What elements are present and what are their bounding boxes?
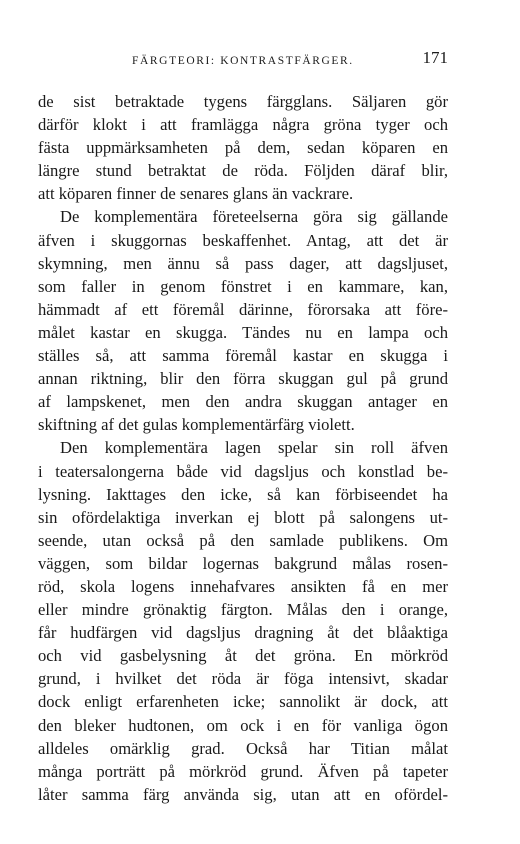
text-line: sin ofördelaktiga inverkan ej blott på salongens ut- — [38, 507, 448, 527]
text-line: och vid gasbelysning åt det gröna. En mörkröd — [38, 646, 448, 666]
text-line: äfven i skuggornas beskaffenhet. Antag, att det är — [38, 230, 448, 250]
body-text — [38, 90, 448, 806]
text-line: hämmadt af ett föremål därinne, förorsaka att före- — [38, 299, 448, 319]
text-line: som faller in genom fönstret i en kammare, kan, — [38, 276, 448, 296]
text-line: seende, utan också på den samlade publikens. Om — [38, 530, 448, 550]
text-line: alldeles omärklig grad. Också har Titian målat — [38, 738, 448, 758]
text-line: dock enligt erfarenheten icke; sannolikt är dock, att — [38, 692, 448, 712]
text-line: den bleker hudtonen, om ock i en för vanliga ögon — [38, 715, 448, 735]
running-title: FÄRGTEORI: KONTRASTFÄRGER. — [132, 55, 354, 67]
text-line: De komplementära företeelserna göra sig gällande — [60, 207, 448, 227]
text-line: många porträtt på mörkröd grund. Äfven på tapeter — [38, 761, 448, 781]
text-line: ställes så, att samma föremål kastar en skugga i — [38, 346, 448, 366]
text-line: grund, i hvilket det röda är föga intensivt, skadar — [38, 669, 448, 689]
text-line: Den komplementära lagen spelar sin roll äfven — [60, 438, 448, 458]
text-line: eller mindre grönaktig färgton. Målas den i orange, — [38, 600, 448, 620]
text-line: af lampskenet, men den andra skuggan antager en — [38, 392, 448, 412]
text-line: skymning, men ännu så pass dager, att dagsljuset, — [38, 253, 448, 273]
paragraph — [38, 205, 448, 436]
text-line: väggen, som bildar logernas bakgrund målas rosen- — [38, 553, 448, 573]
page-number: 171 — [422, 48, 448, 67]
text-line: i teatersalongerna både vid dagsljus och konstlad be- — [38, 461, 448, 481]
text-line: röd, skola logens innehafvares ansikten få en mer — [38, 576, 448, 596]
text-line: får hudfärgen vid dagsljus dragning åt det blåaktiga — [38, 623, 448, 643]
text-line: att köparen finner de senares glans än vackrare. — [38, 184, 354, 204]
text-line: därför klokt i att framlägga några gröna tyger och — [38, 115, 448, 135]
book-page — [38, 48, 448, 806]
text-line: längre stund betraktat de röda. Följden däraf blir, — [38, 161, 448, 181]
text-line: de sist betraktade tygens färgglans. Säljaren gör — [38, 92, 448, 111]
text-line: fästa uppmärksamheten på dem, sedan köparen en — [38, 138, 448, 158]
text-line: annan riktning, blir den förra skuggan gul på grund — [38, 369, 448, 389]
paragraph — [38, 90, 448, 205]
paragraph — [38, 436, 448, 806]
text-line: låter samma färg använda sig, utan att en ofördel- — [38, 784, 448, 804]
text-line: lysning. Iakttages den icke, så kan förbiseendet ha — [38, 484, 448, 504]
running-head — [38, 48, 448, 72]
text-line: målet kastar en skugga. Tändes nu en lampa och — [38, 322, 448, 342]
text-line: skiftning af det gulas komplementärfärg violett. — [38, 415, 355, 435]
